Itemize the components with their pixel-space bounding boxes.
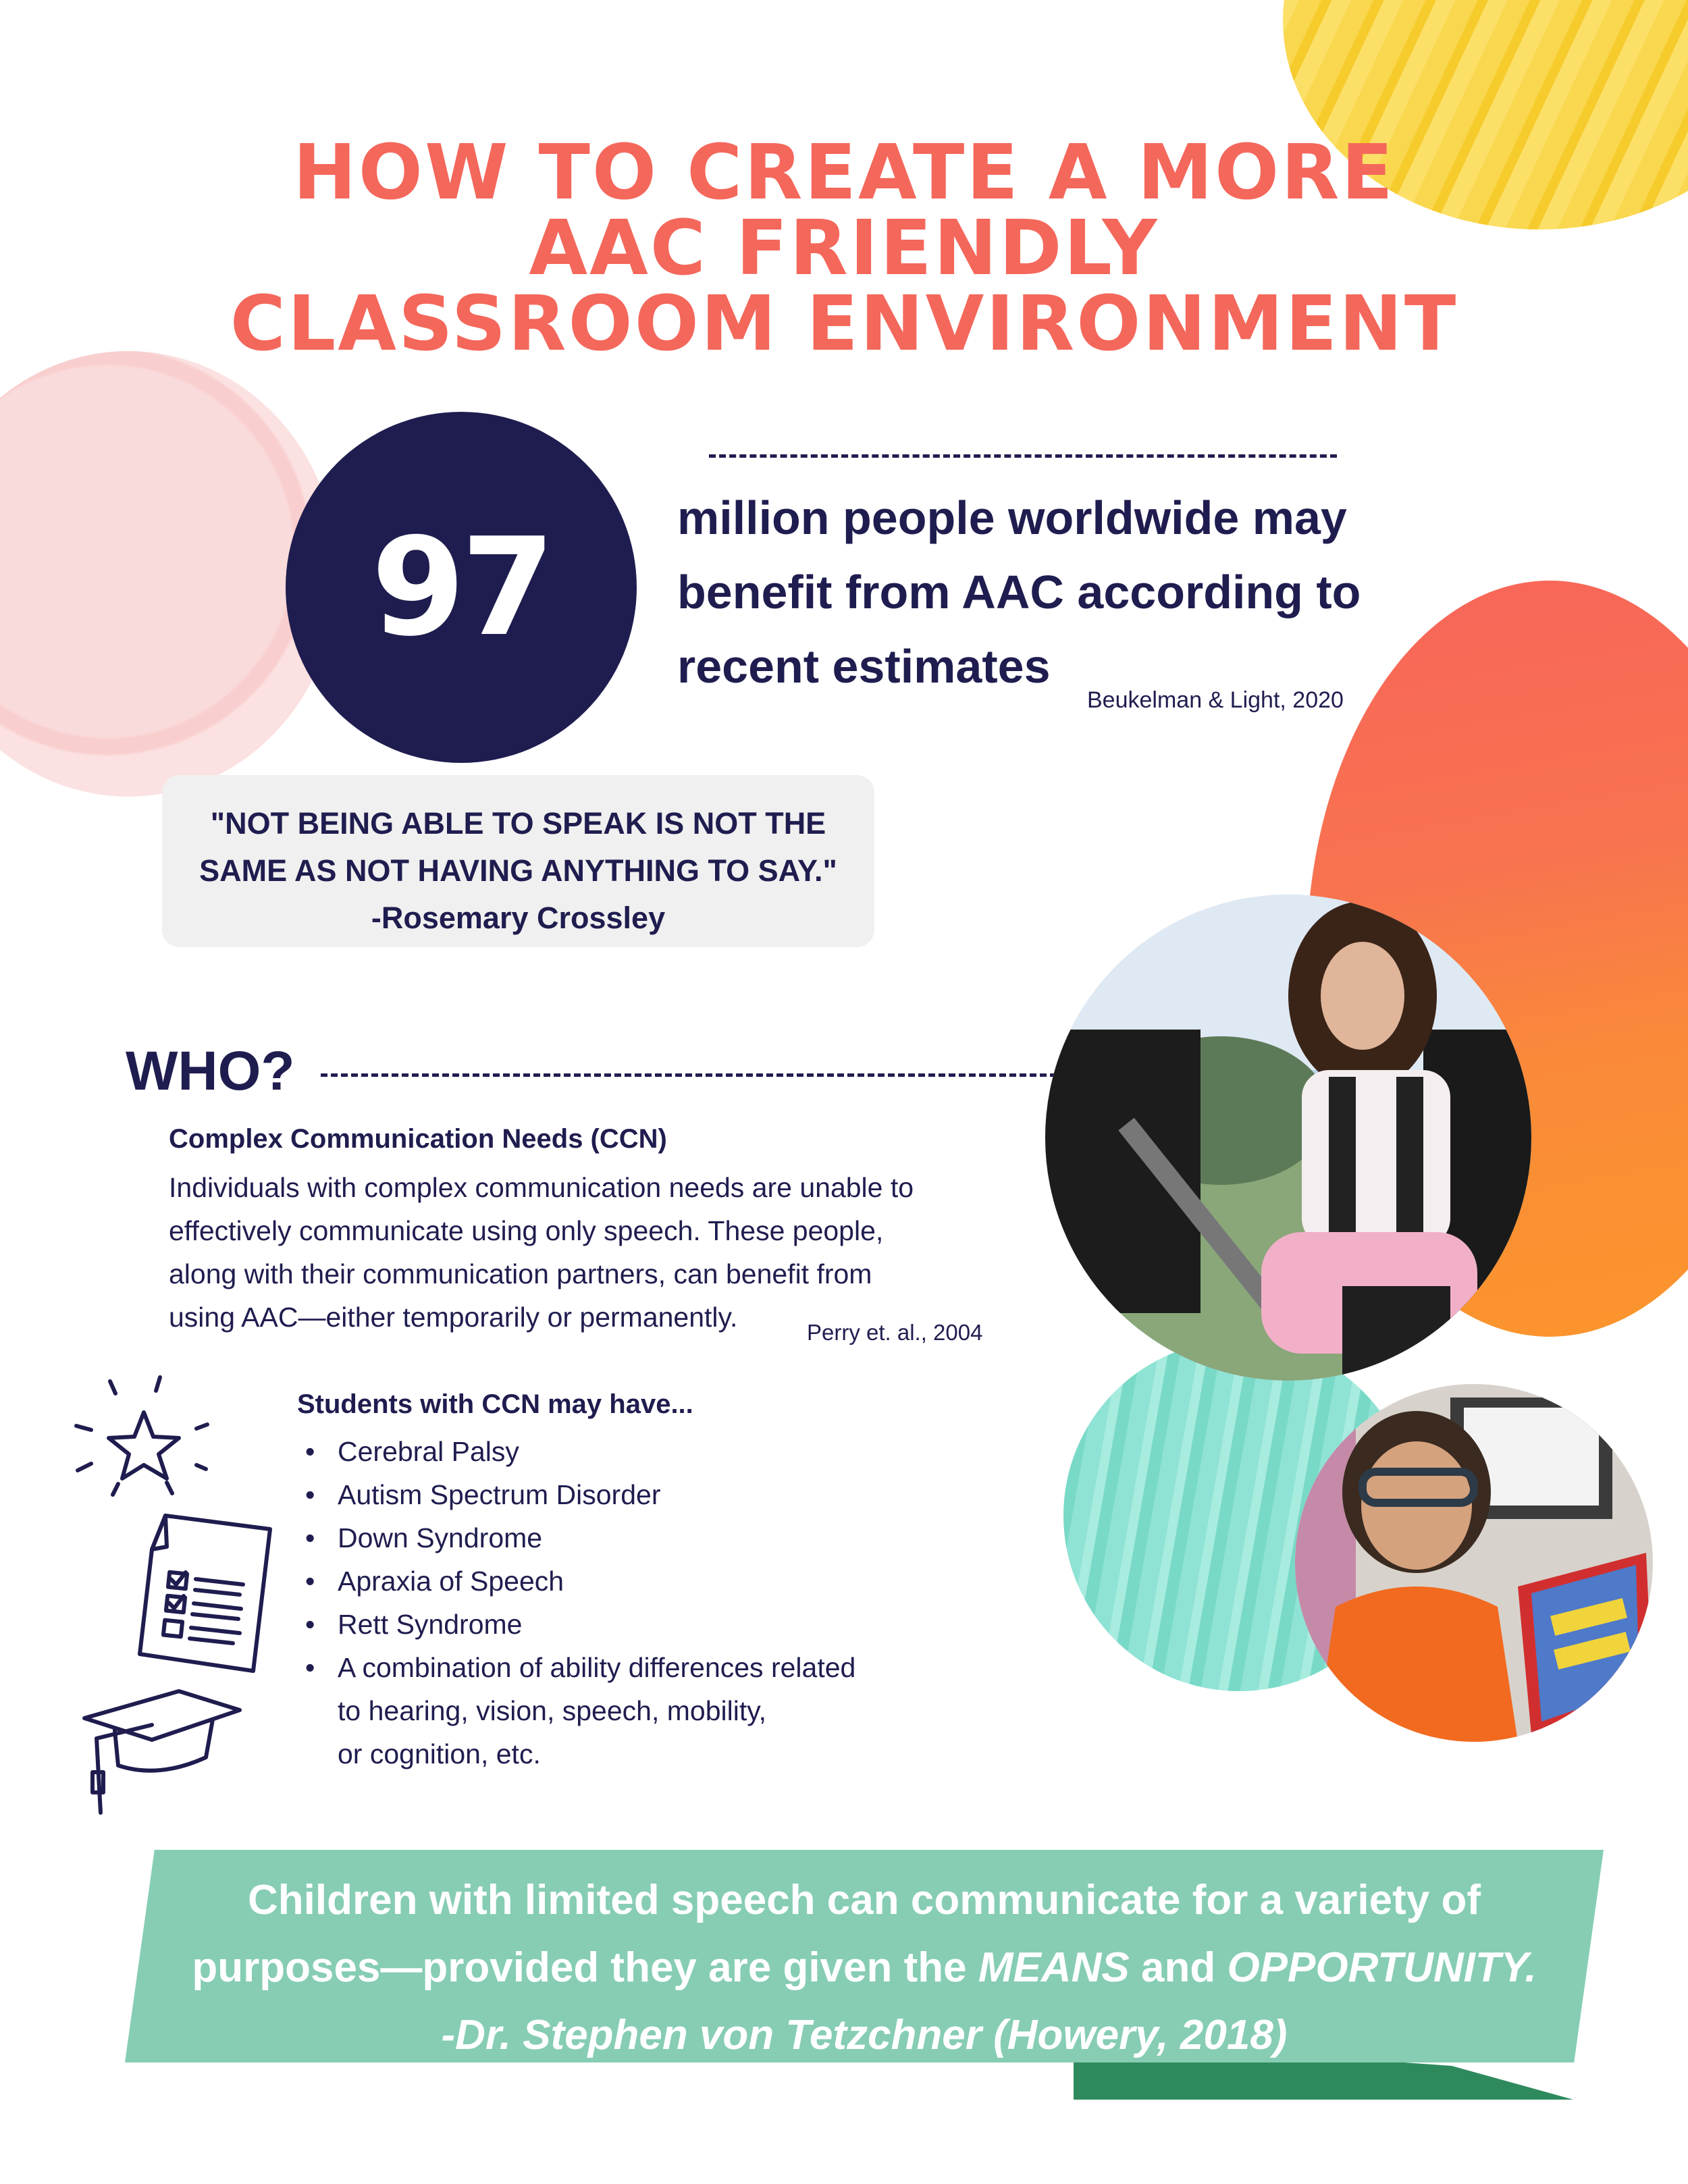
ccn-body-line: effectively communicate using only speech. These people, xyxy=(169,1215,884,1246)
graduation-cap-icon xyxy=(78,1678,246,1826)
list-item: • Down Syndrome xyxy=(297,1516,855,1560)
list-item: • Apraxia of Speech xyxy=(297,1560,855,1603)
ccn-body xyxy=(169,1166,1020,1339)
list-item-continuation: to hearing, vision, speech, mobility, xyxy=(338,1695,767,1726)
stat-citation: Beukelman & Light, 2020 xyxy=(1087,687,1344,713)
ccn-body-line: along with their communication partners, can benefit from xyxy=(169,1258,872,1289)
stat-number: 97 xyxy=(371,508,552,666)
means-emphasis: MEANS xyxy=(978,1944,1130,1991)
stat-line-2: benefit from AAC according to xyxy=(677,566,1361,618)
list-item: • Autism Spectrum Disorder xyxy=(297,1473,855,1516)
banner-line-2 xyxy=(125,1934,1604,2002)
banner-author: -Dr. Stephen von Tetzchner (Howery, 2018) xyxy=(441,2012,1288,2058)
opportunity-emphasis: OPPORTUNITY. xyxy=(1227,1944,1537,1991)
title-line-3: CLASSROOM ENVIRONMENT xyxy=(230,280,1458,368)
list-item: • Rett Syndrome xyxy=(297,1603,855,1646)
ccn-citation: Perry et. al., 2004 xyxy=(807,1320,983,1345)
quote-line-2: SAME AS NOT HAVING ANYTHING TO SAY." xyxy=(199,853,837,888)
ccn-body-line: using AAC—either temporarily or permanently. xyxy=(169,1302,738,1333)
dashed-divider xyxy=(709,454,1337,458)
checklist-icon xyxy=(132,1509,280,1678)
quote-text xyxy=(162,800,874,942)
star-icon xyxy=(64,1370,219,1506)
banner-quote xyxy=(125,1867,1604,2069)
title-line-2: AAC FRIENDLY xyxy=(529,205,1159,292)
quote-author: -Rosemary Crossley xyxy=(371,901,666,935)
who-heading: WHO? xyxy=(126,1040,295,1102)
stat-line-1: million people worldwide may xyxy=(677,491,1347,544)
list-item-continuation: or cognition, etc. xyxy=(338,1738,541,1769)
photo-boy-illustration xyxy=(1295,1384,1653,1742)
stat-circle xyxy=(286,412,637,763)
who-dashed-divider xyxy=(321,1073,1057,1077)
ccn-title: Complex Communication Needs (CCN) xyxy=(169,1124,667,1154)
conditions-list xyxy=(297,1430,855,1776)
photo-girl-in-wheelchair xyxy=(1045,895,1531,1381)
title-line-1: HOW TO CREATE A MORE xyxy=(293,129,1395,217)
ccn-body-line: Individuals with complex communication needs are unable to xyxy=(169,1172,914,1203)
banner-line-2-start: purposes—provided they are given the xyxy=(192,1944,978,1991)
page-title xyxy=(0,129,1688,368)
list-item: • A combination of ability differences related xyxy=(297,1646,855,1689)
banner-line-2-and: and xyxy=(1129,1944,1228,1991)
photo-girl-illustration xyxy=(1045,895,1531,1381)
stat-line-3: recent estimates xyxy=(677,640,1051,693)
banner-line-1: Children with limited speech can communicate for a variety of xyxy=(247,1877,1481,1923)
students-title: Students with CCN may have... xyxy=(297,1389,693,1419)
list-item: • Cerebral Palsy xyxy=(297,1430,855,1473)
stat-description xyxy=(677,481,1386,703)
quote-line-1: "NOT BEING ABLE TO SPEAK IS NOT THE xyxy=(210,806,826,841)
photo-boy-with-aac-device xyxy=(1295,1384,1653,1742)
